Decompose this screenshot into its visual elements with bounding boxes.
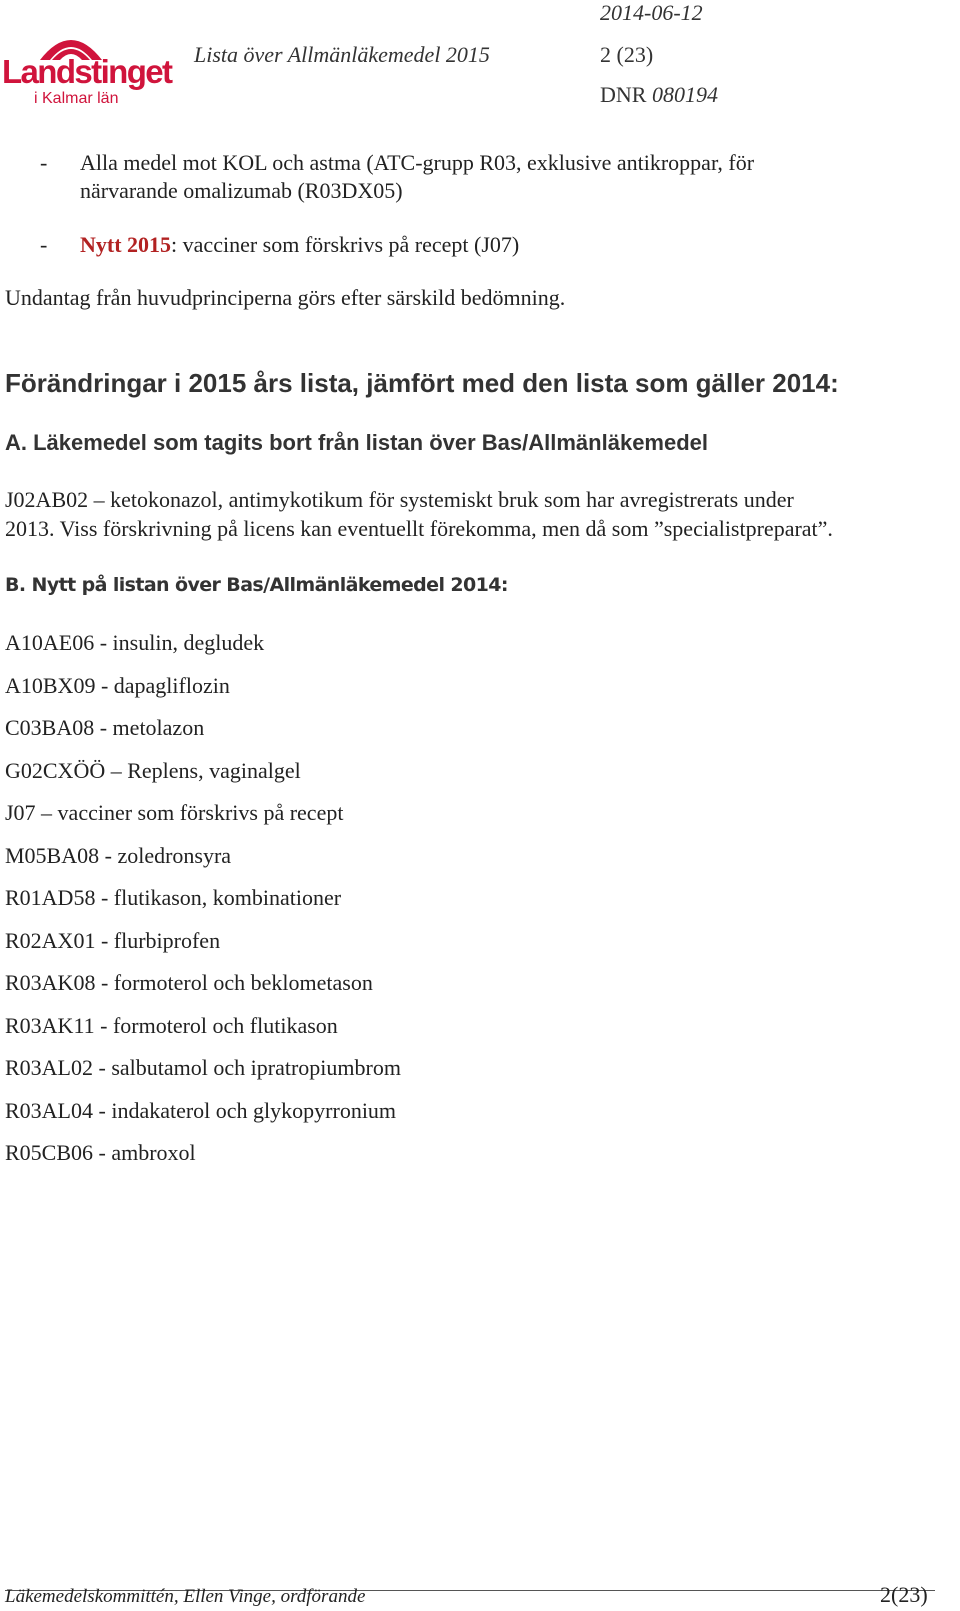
list-item: R05CB06 - ambroxol: [5, 1140, 196, 1165]
bullet-1-line-1: Alla medel mot KOL och astma (ATC-grupp R03, exklusive antikroppar, för: [80, 150, 755, 175]
footer-page-number: 2(23): [880, 1582, 928, 1607]
header-page-number: 2 (23): [600, 42, 654, 67]
changes-heading: Förändringar i 2015 års lista, jämfört med den lista som gäller 2014:: [5, 368, 839, 398]
dnr-label: DNR: [600, 82, 647, 107]
list-item: R03AK08 - formoterol och beklometason: [5, 970, 373, 995]
bullet-dash: -: [40, 232, 48, 257]
new-2015-highlight: Nytt 2015: [80, 232, 172, 257]
list-item: M05BA08 - zoledronsyra: [5, 843, 232, 868]
logo: [2, 26, 172, 108]
section-b-heading: B. Nytt på listan över Bas/Allmänläkemedel 2014:: [5, 574, 508, 596]
list-item: R03AL04 - indakaterol och glykopyrronium: [5, 1098, 397, 1123]
dnr-number: 080194: [651, 82, 718, 107]
list-item: G02CXÖÖ – Replens, vaginalgel: [5, 758, 301, 783]
list-item: C03BA08 - metolazon: [5, 715, 205, 740]
list-item: R02AX01 - flurbiprofen: [5, 928, 221, 953]
list-item: R03AL02 - salbutamol och ipratropiumbrom: [5, 1055, 401, 1080]
list-item: R03AK11 - formoterol och flutikason: [5, 1013, 338, 1038]
bullet-1-line-2: närvarande omalizumab (R03DX05): [80, 178, 403, 203]
exception-text: Undantag från huvudprinciperna görs efter särskild bedömning.: [5, 285, 566, 310]
list-item: R01AD58 - flutikason, kombinationer: [5, 885, 342, 910]
bullet-2-text: : vacciner som förskrivs på recept (J07): [171, 232, 520, 257]
section-a-line-2: 2013. Viss förskrivning på licens kan eventuellt förekomma, men då som ”specialistpreparat”.: [5, 516, 833, 541]
bullet-dash: -: [40, 150, 48, 175]
list-item: A10BX09 - dapagliflozin: [5, 673, 230, 698]
logo-name-text: Landstinget: [2, 53, 172, 90]
bullet-2: [80, 230, 519, 260]
logo-name: [2, 55, 171, 89]
logo-subtitle: i Kalmar län: [34, 90, 119, 107]
section-a-line-1: J02AB02 – ketokonazol, antimykotikum för systemiskt bruk som har avregistrerats under: [5, 487, 794, 512]
header-document-title: Lista över Allmänläkemedel 2015: [194, 42, 490, 67]
header-date: 2014-06-12: [600, 0, 703, 25]
list-item: A10AE06 - insulin, degludek: [5, 630, 265, 655]
header-dnr: [600, 82, 718, 108]
section-a-heading: A. Läkemedel som tagits bort från listan över Bas/Allmänläkemedel: [5, 430, 709, 455]
list-item: J07 – vacciner som förskrivs på recept: [5, 800, 344, 825]
footer-author: Läkemedelskommittén, Ellen Vinge, ordförande: [5, 1586, 366, 1607]
